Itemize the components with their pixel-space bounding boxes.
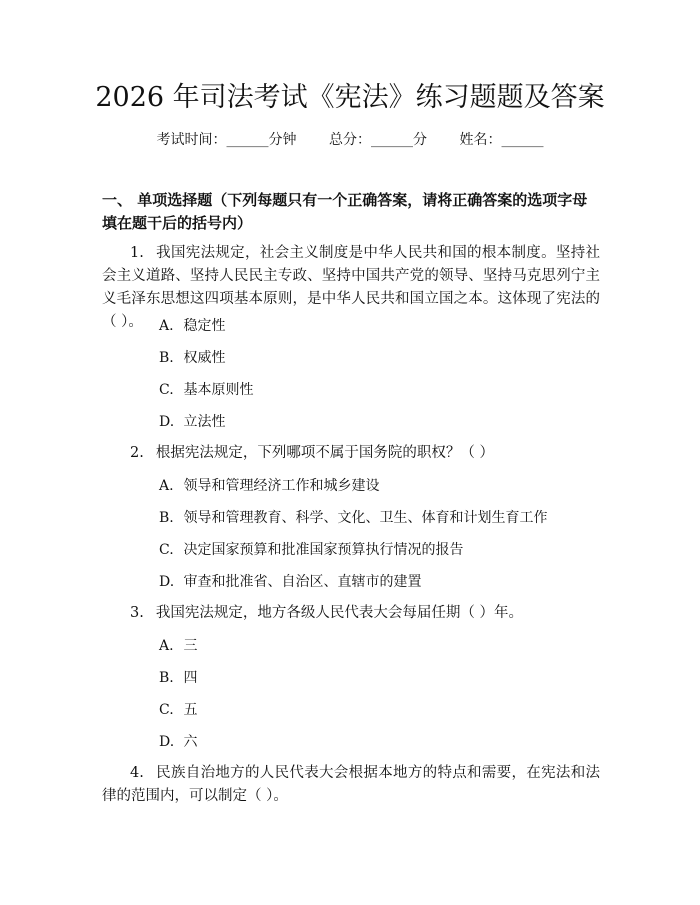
page-title: 2026 年司法考试《宪法》练习题题及答案 xyxy=(95,82,605,113)
option-text: 五 xyxy=(183,702,198,718)
option-item xyxy=(159,540,463,560)
option-item xyxy=(159,572,421,592)
question-2 xyxy=(102,442,600,465)
option-text: 稳定性 xyxy=(183,318,226,334)
question-text: 根据宪法规定，下列哪项不属于国务院的职权？（ ） xyxy=(155,445,494,461)
option-item xyxy=(159,348,225,368)
option-item xyxy=(159,636,197,656)
question-text: 民族自治地方的人民代表大会根据本地方的特点和需要，在宪法和法律的范围内，可以制定（ ）。 xyxy=(102,765,600,804)
exam-time: 考试时间：______分钟 xyxy=(156,132,297,148)
option-letter: A. xyxy=(159,638,174,654)
option-item xyxy=(159,412,225,432)
option-item xyxy=(159,700,197,720)
question-text: 我国宪法规定，社会主义制度是中华人民共和国的根本制度。坚持社会主义道路、坚持人民民主专政、坚持中国共产党的领导、坚持马克思列宁主义毛泽东思想这四项基本原则，是中华人民共和国立国之本。这体现了宪法的（ ）。 xyxy=(102,245,600,330)
option-letter: D. xyxy=(159,414,175,430)
exam-meta xyxy=(0,130,700,150)
option-item xyxy=(159,668,197,688)
option-item xyxy=(159,316,225,336)
option-letter: B. xyxy=(159,670,174,686)
option-letter: D. xyxy=(159,734,175,750)
option-text: 四 xyxy=(183,670,198,686)
option-item xyxy=(159,732,197,752)
option-text: 领导和管理教育、科学、文化、卫生、体育和计划生育工作 xyxy=(183,510,548,526)
question-4 xyxy=(102,762,600,808)
option-text: 权威性 xyxy=(183,350,226,366)
option-item xyxy=(159,380,253,400)
option-item xyxy=(159,476,379,496)
question-number: 2. xyxy=(130,445,144,461)
option-letter: B. xyxy=(159,350,174,366)
option-letter: C. xyxy=(159,542,174,558)
option-letter: C. xyxy=(159,382,174,398)
option-item xyxy=(159,508,547,528)
option-text: 三 xyxy=(183,638,198,654)
option-letter: C. xyxy=(159,702,174,718)
option-letter: A. xyxy=(159,318,174,334)
option-text: 领导和管理经济工作和城乡建设 xyxy=(183,478,380,494)
question-number: 3. xyxy=(130,605,144,621)
exam-score: 总分：______分 xyxy=(329,132,427,148)
question-3 xyxy=(102,602,600,625)
section-heading: 一、 单项选择题（下列每题只有一个正确答案，请将正确答案的选项字母填在题干后的括号内） xyxy=(102,191,588,232)
option-letter: B. xyxy=(159,510,174,526)
option-text: 决定国家预算和批准国家预算执行情况的报告 xyxy=(183,542,464,558)
option-letter: A. xyxy=(159,478,174,494)
option-text: 六 xyxy=(183,734,198,750)
question-number: 1. xyxy=(130,245,144,261)
option-text: 基本原则性 xyxy=(183,382,254,398)
option-text: 立法性 xyxy=(183,414,226,430)
option-text: 审查和批准省、自治区、直辖市的建置 xyxy=(183,574,422,590)
exam-name: 姓名：______ xyxy=(459,132,544,148)
option-letter: D. xyxy=(159,574,175,590)
question-number: 4. xyxy=(130,765,144,781)
question-text: 我国宪法规定，地方各级人民代表大会每届任期（ ）年。 xyxy=(155,605,523,621)
